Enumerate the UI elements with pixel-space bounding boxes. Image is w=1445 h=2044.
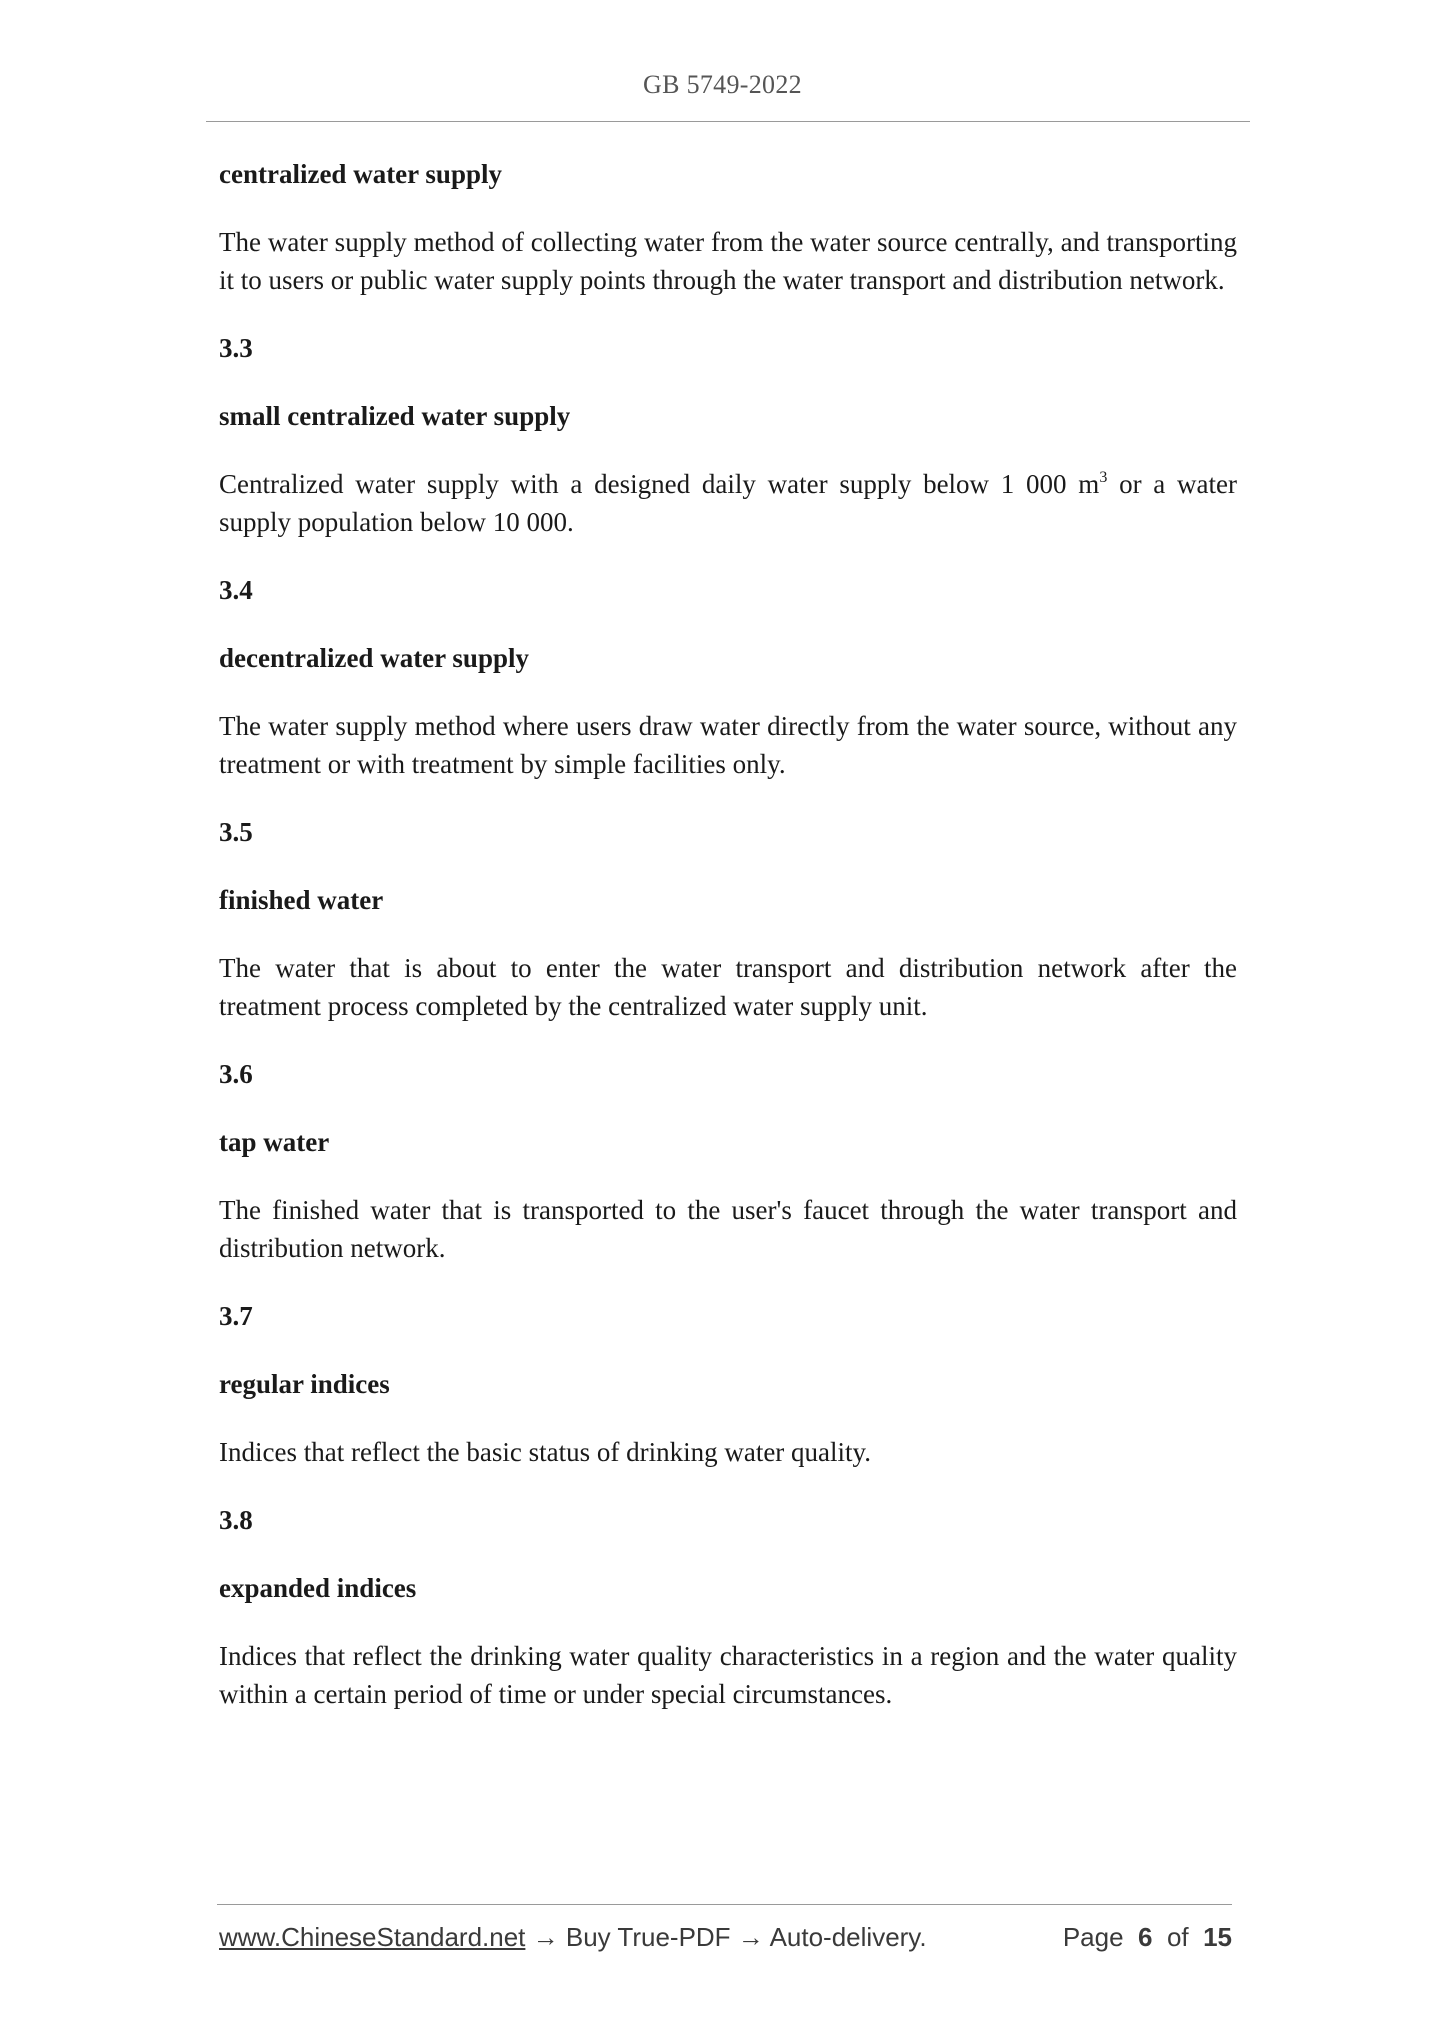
term-regular-indices: regular indices — [219, 1369, 390, 1399]
footer-divider — [217, 1904, 1232, 1905]
page-label: Page — [1062, 1922, 1124, 1952]
footer-promo — [219, 1922, 927, 1953]
page-footer — [219, 1922, 1232, 1958]
clause-number-3-3: 3.3 — [219, 333, 253, 363]
term-decentralized-water-supply: decentralized water supply — [219, 643, 529, 673]
chinese-standard-link[interactable]: www.ChineseStandard.net — [219, 1922, 526, 1952]
definition-regular-indices: Indices that reflect the basic status of drinking water quality. — [219, 1437, 872, 1467]
page-total: 15 — [1203, 1922, 1232, 1952]
definition-text-part-2: or a water supply population below 10 000. — [219, 469, 1237, 537]
superscript-cubic: 3 — [1099, 469, 1108, 486]
clause-number-3-8: 3.8 — [219, 1505, 253, 1535]
clause-number-3-7: 3.7 — [219, 1301, 253, 1331]
document-body — [219, 155, 1237, 1713]
clause-number-3-6: 3.6 — [219, 1059, 253, 1089]
page-of-label: of — [1166, 1922, 1189, 1952]
clause-number-3-5: 3.5 — [219, 817, 253, 847]
definition-tap-water: The finished water that is transported to the user's faucet through the water transport and distribution network. — [219, 1195, 1237, 1263]
clause-number-3-4: 3.4 — [219, 575, 253, 605]
term-expanded-indices: expanded indices — [219, 1573, 417, 1603]
definition-finished-water: The water that is about to enter the water transport and distribution network after the treatment process completed by the centralized water supply unit. — [219, 953, 1237, 1021]
definition-text-part-1: Centralized water supply with a designed daily water supply below 1 000 m — [219, 469, 1100, 499]
definition-expanded-indices: Indices that reflect the drinking water quality characteristics in a region and the water quality within a certain period of time or under special circumstances. — [219, 1641, 1237, 1709]
term-finished-water: finished water — [219, 885, 384, 915]
definition-decentralized-water-supply: The water supply method where users draw water directly from the water source, without any treatment or with treatment by simple facilities only. — [219, 711, 1237, 779]
footer-tagline: → Buy True-PDF → Auto-delivery. — [525, 1922, 927, 1952]
term-small-centralized-water-supply: small centralized water supply — [219, 401, 571, 431]
page-current: 6 — [1138, 1922, 1153, 1952]
definition-small-centralized-water-supply — [219, 465, 1237, 541]
page-header-title: GB 5749-2022 — [643, 70, 802, 99]
definition-centralized-water-supply: The water supply method of collecting water from the water source centrally, and transporting it to users or public water supply points through the water transport and distribution network. — [219, 227, 1237, 295]
header-divider — [206, 121, 1250, 122]
term-tap-water: tap water — [219, 1127, 330, 1157]
term-centralized-water-supply: centralized water supply — [219, 159, 502, 189]
page-indicator — [1063, 1922, 1232, 1953]
